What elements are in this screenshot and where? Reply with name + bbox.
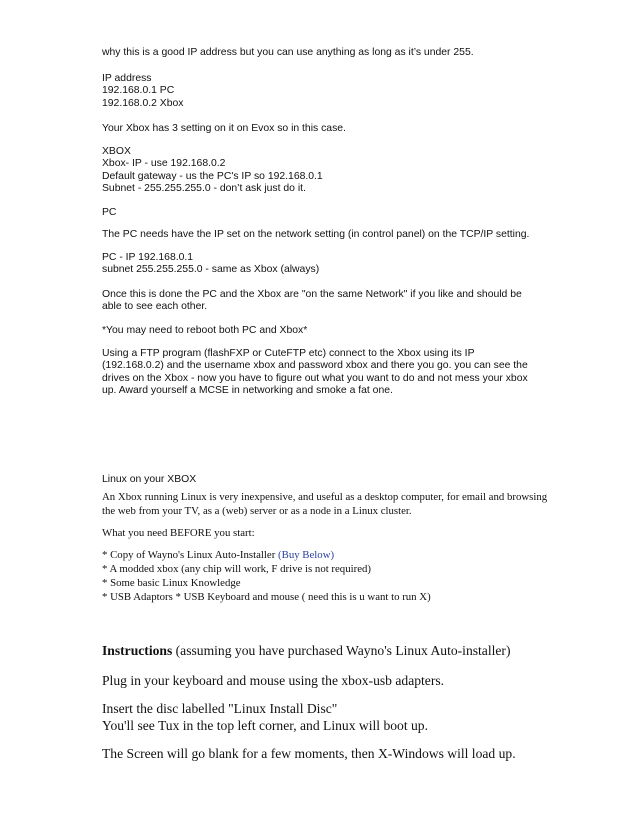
list-item — [102, 548, 542, 562]
text-line: able to see each other. — [102, 301, 208, 313]
text-line — [102, 642, 582, 659]
text-line: Your Xbox has 3 setting on it on Evox so in this case. — [102, 123, 346, 134]
text-line: You'll see Tux in the top left corner, and Linux will boot up. — [102, 718, 429, 733]
requirements-list — [102, 548, 542, 604]
xbox-settings-block — [102, 146, 542, 195]
list-item: * USB Adaptors * USB Keyboard and mouse ( need this is u want to run X) — [102, 591, 431, 603]
text-line: Subnet - 255.255.255.0 - don’t ask just do it. — [102, 182, 306, 194]
text-line: Plug in your keyboard and mouse using the xbox-usb adapters. — [102, 673, 445, 688]
text-line: subnet 255.255.255.0 - same as Xbox (always) — [102, 264, 320, 276]
text-line: XBOX — [102, 146, 131, 157]
evox-note — [102, 123, 542, 135]
instructions-heading — [102, 642, 582, 659]
text-line: IP address — [102, 73, 152, 84]
instruction-step-3 — [102, 745, 582, 762]
text-line: Default gateway - us the PC's IP so 192.168.0.1 — [102, 170, 323, 182]
text-line: 192.168.0.1 PC — [102, 85, 175, 97]
text-line: Using a FTP program (flashFXP or CuteFTP etc) connect to the Xbox using its IP — [102, 348, 475, 359]
text-line: why this is a good IP address but you can use anything as long as it’s under 255. — [102, 47, 474, 58]
instruction-step-1 — [102, 672, 582, 689]
text-line: What you need BEFORE you start: — [102, 527, 255, 539]
text-line: Once this is done the PC and the Xbox are "on the same Network" if you like and should be — [102, 289, 522, 300]
instructions-subtitle: (assuming you have purchased Wayno's Linux Auto-installer) — [172, 643, 511, 658]
ip-address-list — [102, 73, 542, 110]
text-line: PC — [102, 207, 117, 218]
linux-heading — [102, 474, 542, 486]
linux-intro — [102, 490, 562, 518]
pc-settings-block — [102, 252, 542, 277]
instructions-label: Instructions — [102, 643, 173, 658]
text-line: drives on the Xbox - now you have to figure out what you want to do and not mess your xbox — [102, 372, 528, 384]
text-line: Insert the disc labelled "Linux Install Disc" — [102, 701, 338, 716]
network-paragraph — [102, 289, 542, 314]
buy-below-link[interactable]: (Buy Below) — [278, 549, 335, 561]
text-line: The PC needs have the IP set on the network setting (in control panel) on the TCP/IP setting. — [102, 229, 530, 240]
list-item: * A modded xbox (any chip will work, F drive is not required) — [102, 563, 371, 575]
text-line: the web from your TV, as a (web) server or as a node in a Linux cluster. — [102, 505, 412, 517]
pc-heading — [102, 207, 542, 219]
reboot-note — [102, 325, 542, 337]
text-line: PC - IP 192.168.0.1 — [102, 252, 194, 263]
text-line: Xbox- IP - use 192.168.0.2 — [102, 158, 226, 170]
requirements-heading — [102, 526, 542, 540]
text-line: up. Award yourself a MCSE in networking and smoke a fat one. — [102, 384, 393, 396]
text-line: (192.168.0.2) and the username xbox and password xbox and there you go. you can see the — [102, 360, 528, 372]
text-line: *You may need to reboot both PC and Xbox* — [102, 325, 308, 336]
list-item-text: * Copy of Wayno's Linux Auto-Installer — [102, 549, 279, 561]
instruction-step-2 — [102, 700, 582, 734]
ip-intro-line — [102, 47, 542, 59]
text-line: An Xbox running Linux is very inexpensive, and useful as a desktop computer, for email and browsing — [102, 491, 548, 503]
text-line: The Screen will go blank for a few moments, then X-Windows will load up. — [102, 746, 516, 761]
pc-note — [102, 229, 542, 241]
text-line: 192.168.0.2 Xbox — [102, 97, 184, 109]
text-line: Linux on your XBOX — [102, 474, 197, 485]
list-item: * Some basic Linux Knowledge — [102, 577, 241, 589]
ftp-paragraph — [102, 348, 542, 397]
